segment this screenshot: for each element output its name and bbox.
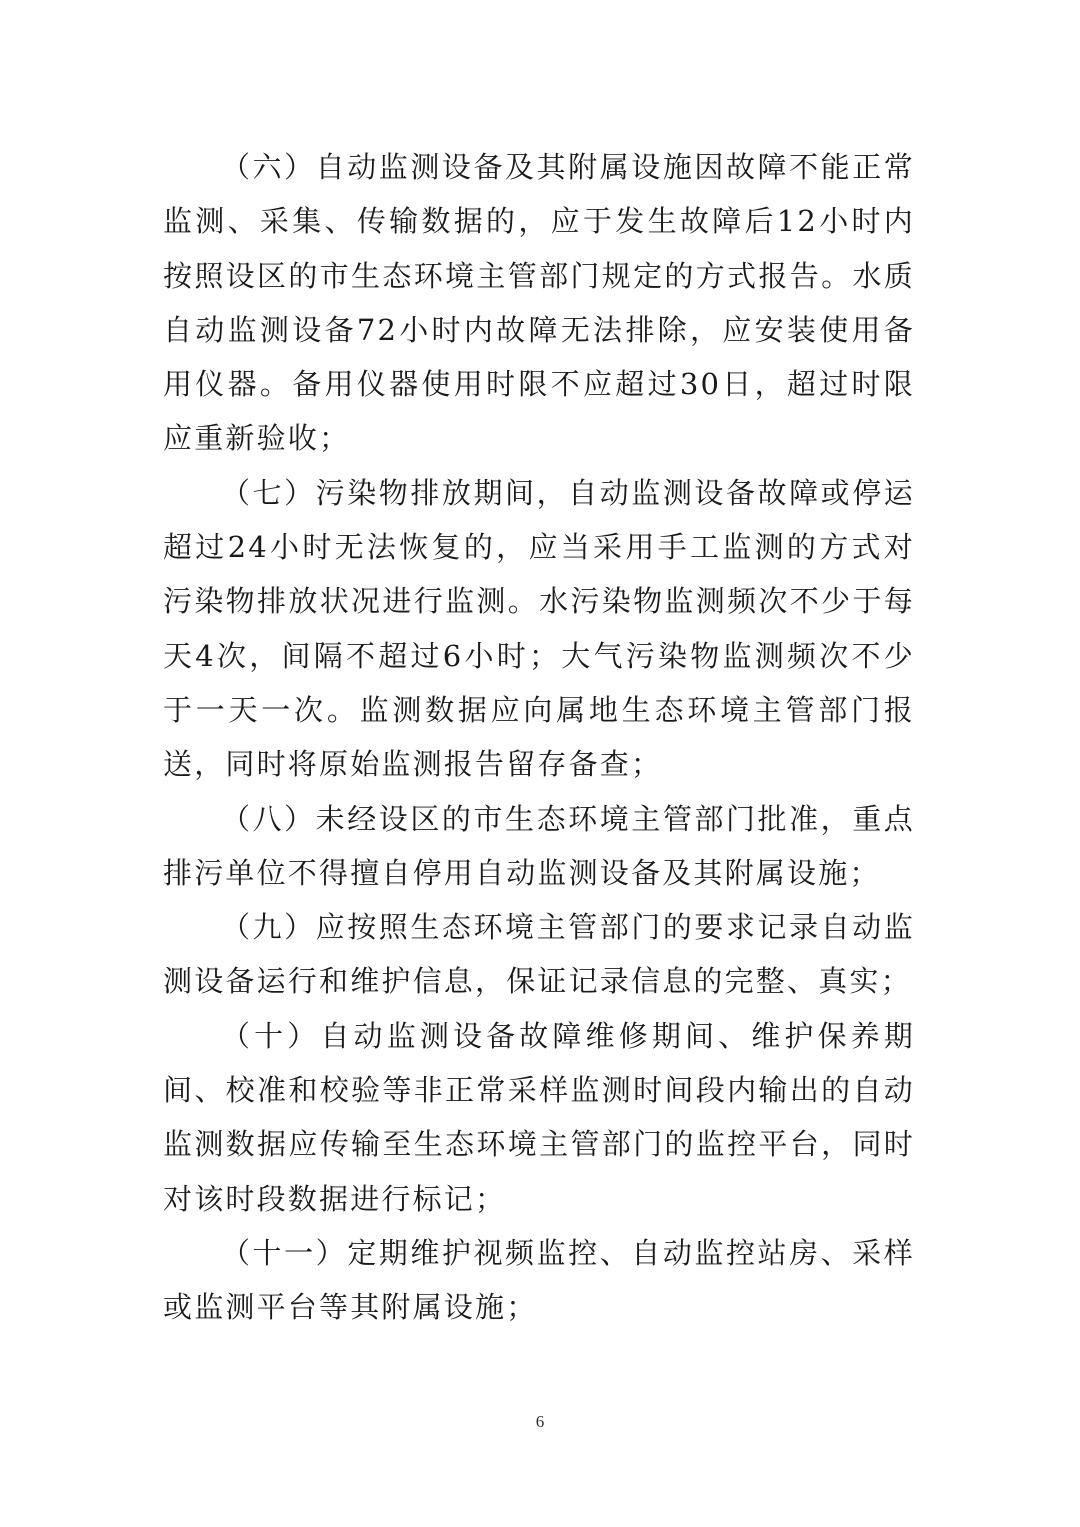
paragraph-item-10: （十）自动监测设备故障维修期间、维护保养期间、校准和校验等非正常采样监测时间段内输出的自动监测数据应传输至生态环境主管部门的监控平台，同时对该时段数据进行标记； — [163, 1018, 915, 1216]
paragraph-item-8: （八）未经设区的市生态环境主管部门批准，重点排污单位不得擅自停用自动监测设备及其附属设施； — [163, 801, 915, 890]
paragraph-item-9: （九）应按照生态环境主管部门的要求记录自动监测设备运行和维护信息，保证记录信息的完整、真实； — [163, 910, 915, 999]
document-body — [163, 140, 915, 1335]
paragraph-item-6: （六）自动监测设备及其附属设施因故障不能正常监测、采集、传输数据的，应于发生故障后12小时内按照设区的市生态环境主管部门规定的方式报告。水质自动监测设备72小时内故障无法排除，应安装使用备用仪器。备用仪器使用时限不应超过30日，超过时限应重新验收； — [163, 150, 915, 456]
paragraph-item-11: （十一）定期维护视频监控、自动监控站房、采样或监测平台等其附属设施； — [163, 1235, 915, 1325]
page-number: 6 — [535, 1412, 545, 1431]
paragraph-item-7: （七）污染物排放期间，自动监测设备故障或停运超过24小时无法恢复的，应当采用手工监测的方式对污染物排放状况进行监测。水污染物监测频次不少于每天4次，间隔不超过6小时；大气污染物监测频次不少于一天一次。监测数据应向属地生态环境主管部门报送，同时将原始监测报告留存备查； — [163, 475, 915, 782]
